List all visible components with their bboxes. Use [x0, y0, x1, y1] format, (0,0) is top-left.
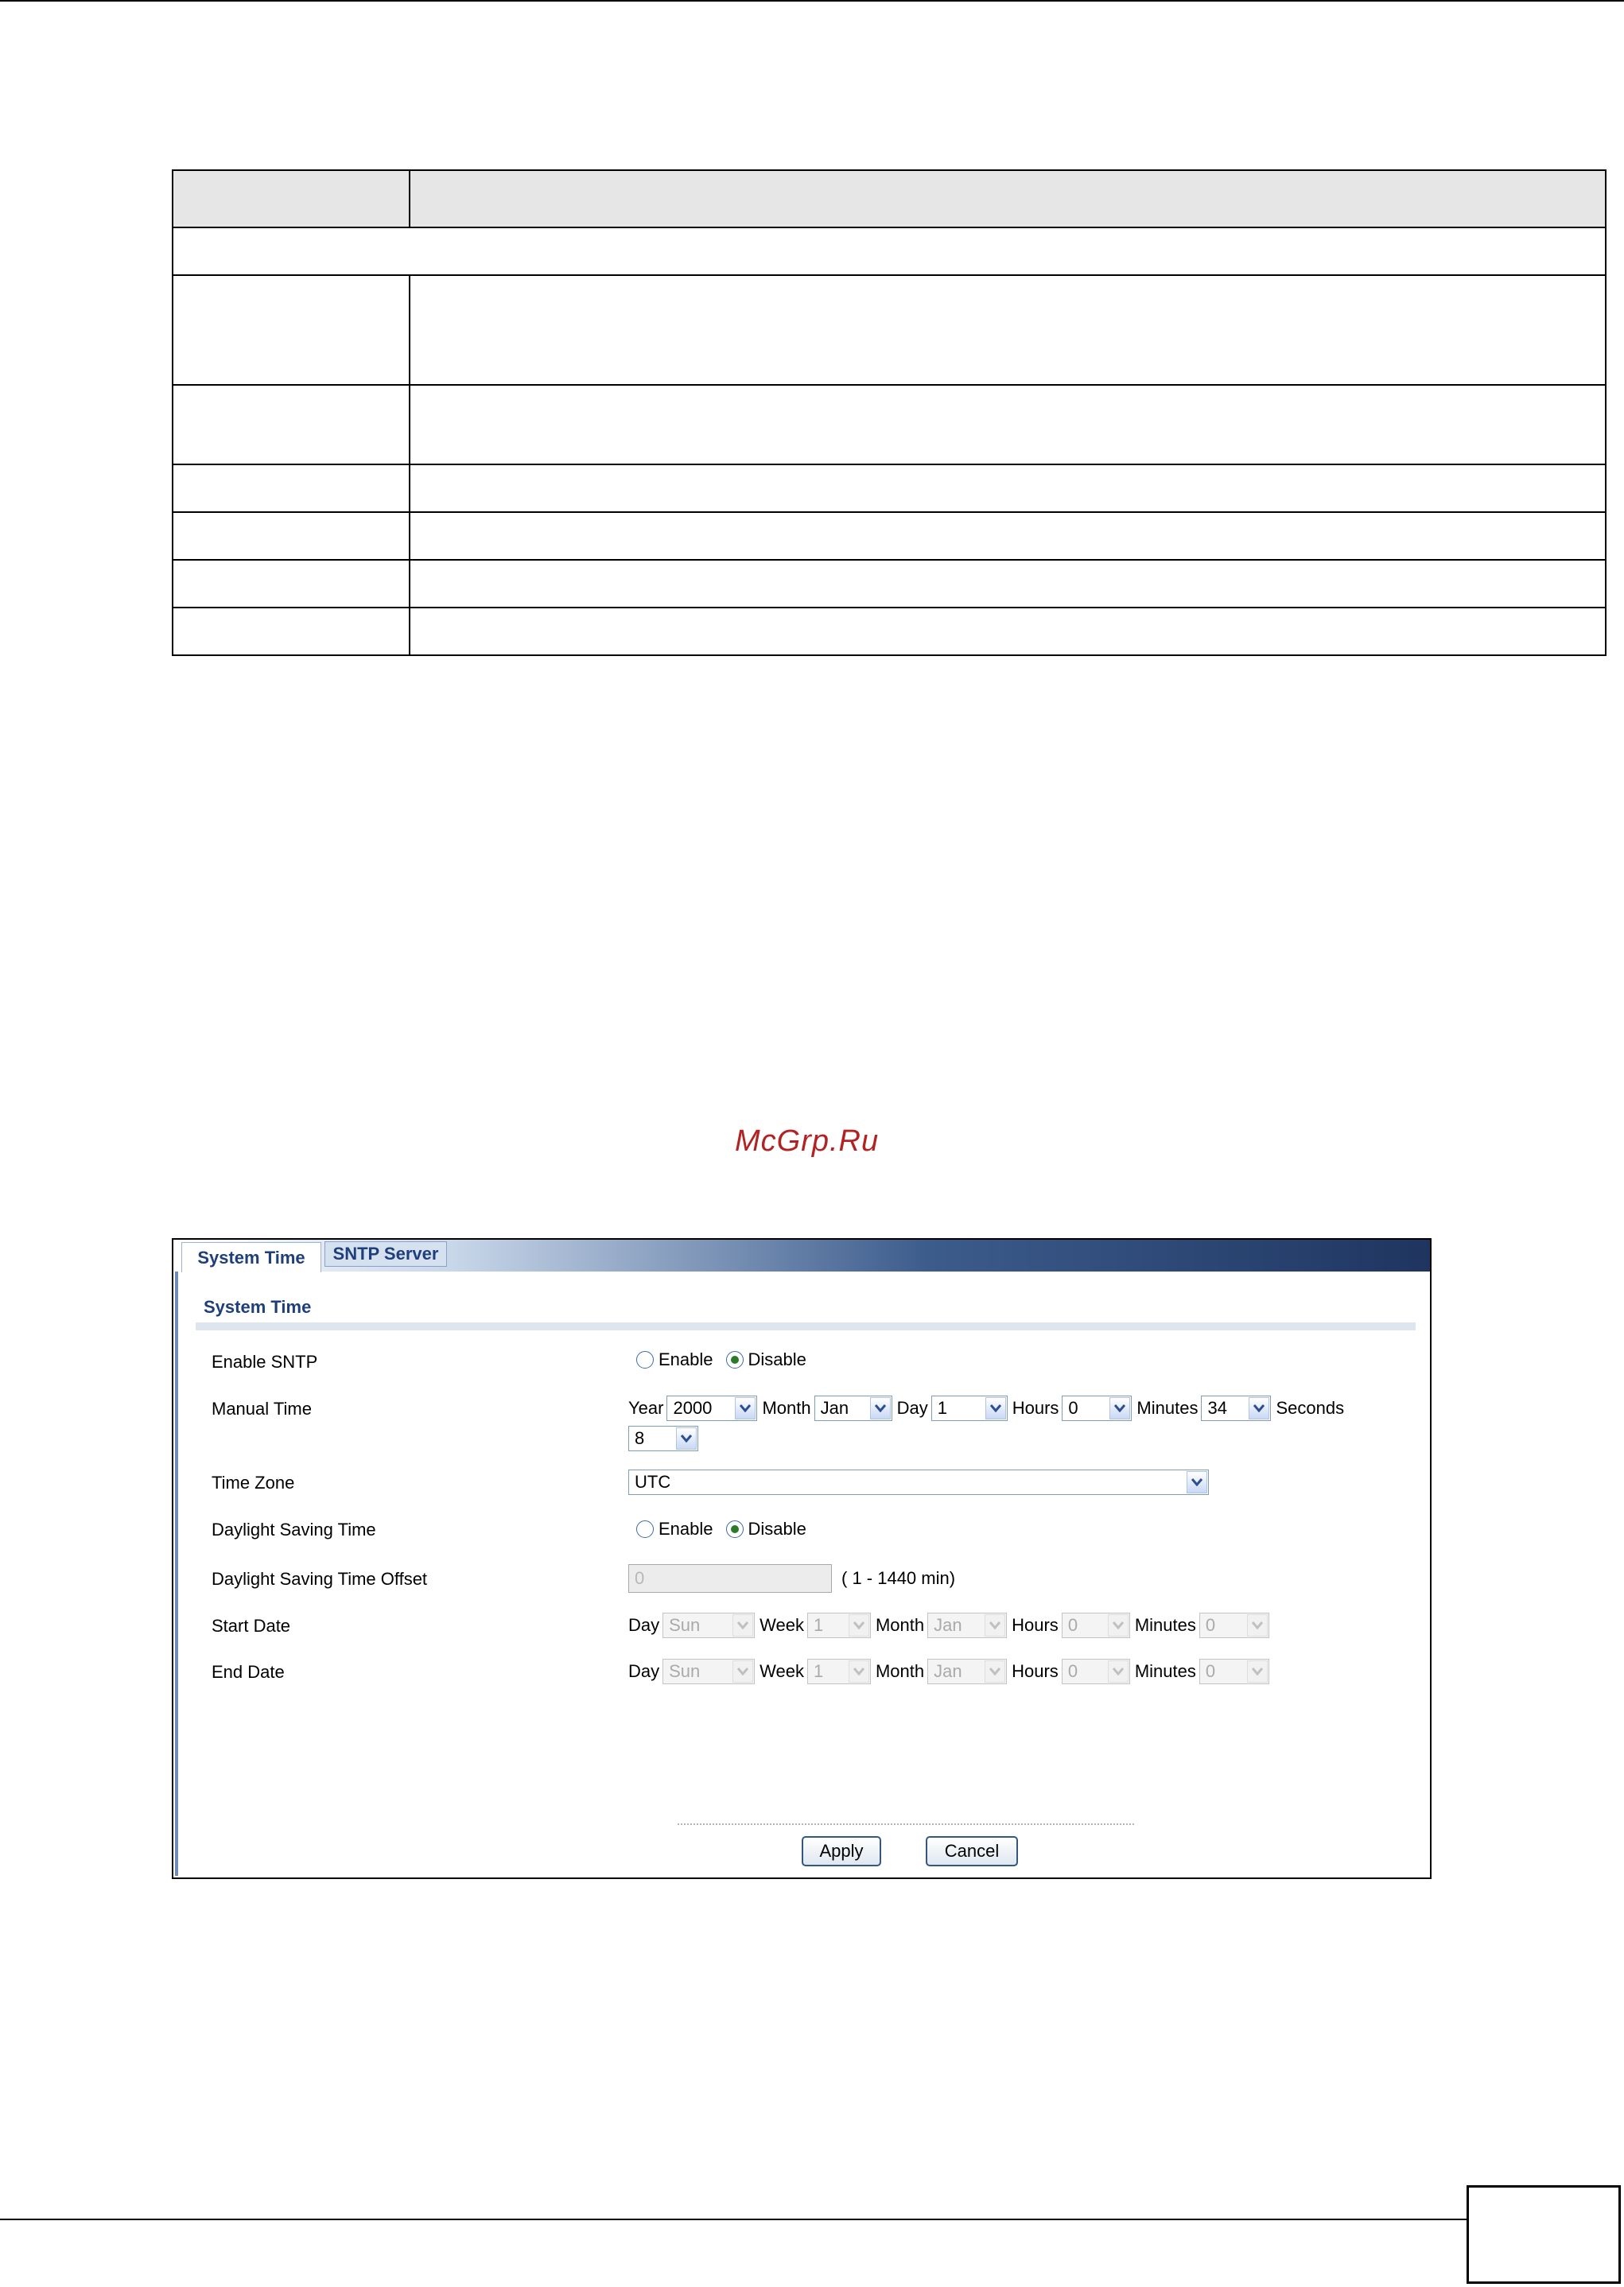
day-label: Day — [628, 1615, 660, 1635]
tab-system-time[interactable]: System Time — [181, 1242, 321, 1272]
table-cell — [410, 512, 1606, 560]
table-row — [173, 512, 1606, 560]
select-value: 0 — [1067, 1661, 1078, 1681]
footer-rule — [0, 2219, 1471, 2220]
dst-offset-label: Daylight Saving Time Offset — [212, 1569, 428, 1589]
chevron-down-icon — [1249, 1397, 1269, 1419]
table-row — [173, 464, 1606, 512]
start-date-row — [628, 1613, 1274, 1638]
cancel-button[interactable]: Cancel — [926, 1836, 1018, 1866]
select-value: 8 — [635, 1428, 645, 1448]
month-select[interactable] — [814, 1396, 892, 1421]
table-cell — [410, 385, 1606, 464]
hours-label: Hours — [1012, 1661, 1059, 1681]
select-value: 0 — [1068, 1398, 1078, 1418]
table-row — [173, 385, 1606, 464]
chevron-down-icon — [870, 1397, 891, 1419]
end-hours-select[interactable] — [1062, 1659, 1130, 1684]
table-cell — [173, 608, 410, 655]
table-cell — [173, 464, 410, 512]
day-label: Day — [896, 1398, 928, 1418]
minutes-label: Minutes — [1134, 1615, 1196, 1635]
start-date-label: Start Date — [212, 1616, 291, 1636]
table-row — [173, 275, 1606, 385]
end-week-select[interactable] — [807, 1659, 871, 1684]
year-select[interactable] — [666, 1396, 757, 1421]
chevron-down-icon — [732, 1660, 753, 1683]
system-time-panel — [172, 1238, 1432, 1879]
table-cell — [173, 275, 410, 385]
tab-sntp-server[interactable]: SNTP Server — [324, 1241, 447, 1267]
hours-select[interactable] — [1062, 1396, 1132, 1421]
time-zone-row — [628, 1470, 1214, 1495]
week-label: Week — [760, 1661, 804, 1681]
time-zone-select[interactable] — [628, 1470, 1209, 1495]
minutes-select[interactable] — [1201, 1396, 1271, 1421]
select-value: 2000 — [673, 1398, 713, 1418]
select-value: 1 — [937, 1398, 947, 1418]
table-cell — [173, 560, 410, 608]
table-cell — [410, 275, 1606, 385]
select-value: 0 — [1205, 1615, 1216, 1635]
tab-bar — [173, 1240, 1430, 1272]
enable-sntp-enable-radio[interactable] — [636, 1351, 654, 1369]
week-label: Week — [760, 1615, 804, 1635]
end-month-select[interactable] — [927, 1659, 1007, 1684]
end-date-label: End Date — [212, 1662, 285, 1682]
enable-sntp-disable-radio[interactable] — [726, 1351, 744, 1369]
start-week-select[interactable] — [807, 1613, 871, 1638]
watermark: McGrp.Ru — [735, 1124, 880, 1158]
select-value: Jan — [934, 1661, 962, 1681]
select-value: Jan — [820, 1398, 849, 1418]
daylight-saving-options — [628, 1519, 810, 1540]
minutes-label: Minutes — [1136, 1398, 1199, 1418]
panel-left-border — [175, 1272, 178, 1876]
table-cell — [173, 512, 410, 560]
start-hours-select[interactable] — [1062, 1613, 1130, 1638]
daylight-saving-disable-radio[interactable] — [726, 1520, 744, 1538]
select-value: Sun — [669, 1661, 701, 1681]
button-divider — [678, 1823, 1134, 1825]
table-row — [173, 227, 1606, 275]
time-zone-label: Time Zone — [212, 1473, 295, 1493]
table-cell — [173, 385, 410, 464]
chevron-down-icon — [1108, 1660, 1129, 1683]
year-label: Year — [628, 1398, 664, 1418]
dst-offset-row — [628, 1564, 958, 1593]
enable-sntp-label: Enable SNTP — [212, 1352, 318, 1372]
start-minutes-select[interactable] — [1199, 1613, 1269, 1638]
day-label: Day — [628, 1661, 660, 1681]
table-header-cell — [410, 170, 1606, 227]
chevron-down-icon — [849, 1614, 869, 1637]
select-value: 1 — [813, 1661, 824, 1681]
day-select[interactable] — [931, 1396, 1008, 1421]
page-number-box — [1467, 2185, 1621, 2284]
radio-label: Disable — [748, 1519, 806, 1539]
chevron-down-icon — [676, 1427, 697, 1450]
radio-label: Disable — [748, 1349, 806, 1369]
select-value: Sun — [669, 1615, 701, 1635]
dst-offset-input[interactable]: 0 — [628, 1564, 832, 1593]
table-cell — [173, 227, 1606, 275]
chevron-down-icon — [985, 1660, 1005, 1683]
start-month-select[interactable] — [927, 1613, 1007, 1638]
select-value: 34 — [1207, 1398, 1227, 1418]
chevron-down-icon — [1109, 1397, 1130, 1419]
chevron-down-icon — [1247, 1614, 1268, 1637]
chevron-down-icon — [732, 1614, 753, 1637]
header-rule — [0, 0, 1624, 2]
chevron-down-icon — [735, 1397, 756, 1419]
hours-label: Hours — [1012, 1615, 1059, 1635]
chevron-down-icon — [849, 1660, 869, 1683]
section-divider — [196, 1322, 1416, 1330]
manual-time-row — [628, 1396, 1347, 1421]
radio-label: Enable — [659, 1519, 713, 1539]
chevron-down-icon — [985, 1614, 1005, 1637]
daylight-saving-label: Daylight Saving Time — [212, 1520, 376, 1540]
enable-sntp-options — [628, 1349, 810, 1370]
start-day-select[interactable] — [662, 1613, 755, 1638]
dst-offset-range: ( 1 - 1440 min) — [841, 1568, 956, 1588]
seconds-select[interactable] — [628, 1426, 698, 1451]
minutes-label: Minutes — [1134, 1661, 1196, 1681]
month-label: Month — [875, 1615, 925, 1635]
chevron-down-icon — [1247, 1660, 1268, 1683]
hours-label: Hours — [1012, 1398, 1059, 1418]
manual-time-row-2 — [628, 1426, 703, 1451]
radio-label: Enable — [659, 1349, 713, 1369]
select-value: 0 — [1205, 1661, 1216, 1681]
table-row — [173, 608, 1606, 655]
select-value: 0 — [1067, 1615, 1078, 1635]
table-header-row — [173, 170, 1606, 227]
end-minutes-select[interactable] — [1199, 1659, 1269, 1684]
chevron-down-icon — [985, 1397, 1006, 1419]
table-cell — [410, 464, 1606, 512]
daylight-saving-enable-radio[interactable] — [636, 1520, 654, 1538]
manual-time-label: Manual Time — [212, 1399, 312, 1419]
select-value: Jan — [934, 1615, 962, 1635]
end-day-select[interactable] — [662, 1659, 755, 1684]
section-title: System Time — [204, 1297, 312, 1317]
table-row — [173, 560, 1606, 608]
table-header-cell — [173, 170, 410, 227]
seconds-label: Seconds — [1276, 1398, 1345, 1418]
chevron-down-icon — [1108, 1614, 1129, 1637]
month-label: Month — [762, 1398, 811, 1418]
table-cell — [410, 608, 1606, 655]
end-date-row — [628, 1659, 1274, 1684]
select-value: 1 — [813, 1615, 824, 1635]
chevron-down-icon — [1187, 1471, 1207, 1493]
apply-button[interactable]: Apply — [802, 1836, 881, 1866]
table-cell — [410, 560, 1606, 608]
month-label: Month — [875, 1661, 925, 1681]
field-description-table — [172, 169, 1607, 656]
select-value: UTC — [635, 1472, 671, 1492]
